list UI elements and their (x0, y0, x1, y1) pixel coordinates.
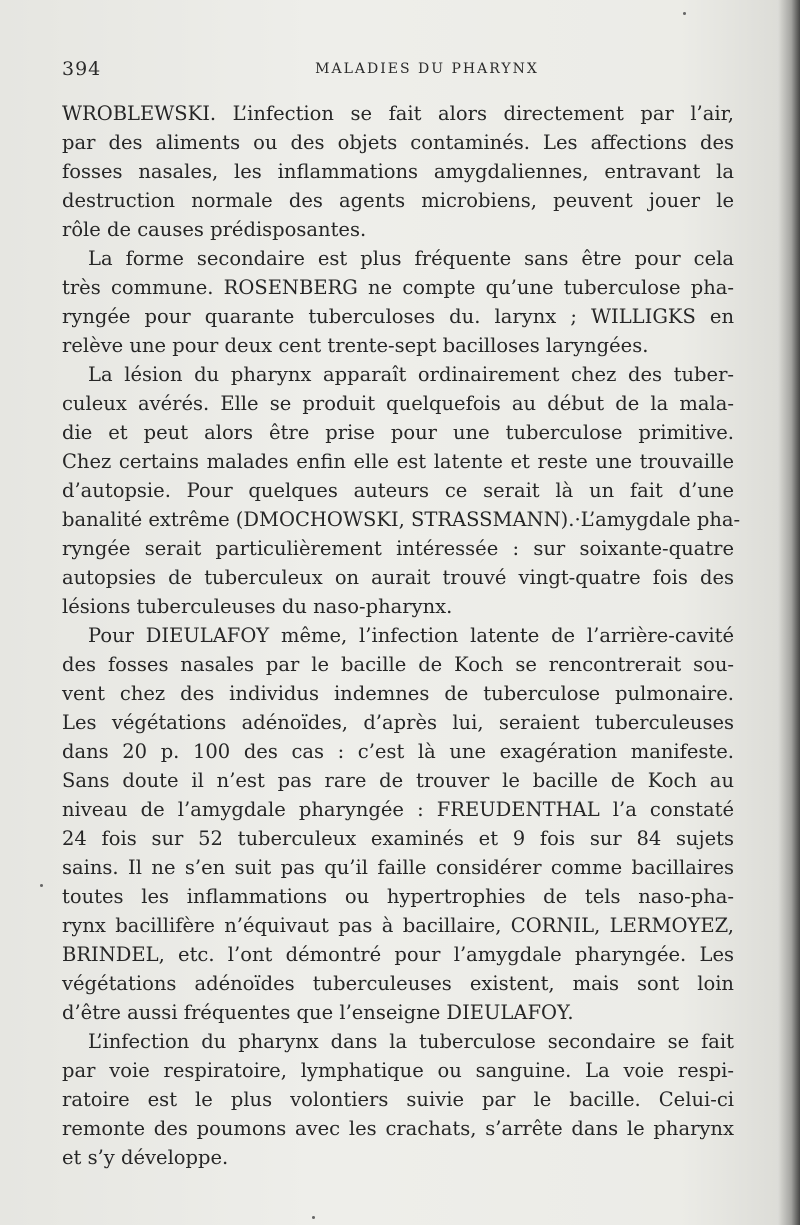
text-line: par des aliments ou des objets contaminés. Les affections des (62, 131, 734, 154)
body-text (62, 99, 741, 1172)
text-line: banalité extrême (DMOCHOWSKI, STRASSMANN).·L’amygdale pha- (62, 508, 741, 531)
print-speck (40, 884, 43, 887)
text-line: d’autopsie. Pour quelques auteurs ce serait là un fait d’une (62, 479, 734, 502)
page-number: 394 (62, 58, 102, 80)
text-line: très commune. ROSENBERG ne compte qu’une tuberculose pha- (62, 276, 734, 299)
text-line: Pour DIEULAFOY même, l’infection latente de l’arrière-cavité (88, 624, 734, 647)
text-line: niveau de l’amygdale pharyngée : FREUDENTHAL l’a constaté (62, 798, 734, 821)
text-line: rôle de causes prédisposantes. (62, 218, 367, 241)
text-line: Les végétations adénoïdes, d’après lui, seraient tuberculeuses (62, 711, 734, 734)
text-line: fosses nasales, les inflammations amygdaliennes, entravant la (62, 160, 734, 183)
print-speck (683, 12, 686, 15)
text-line: culeux avérés. Elle se produit quelquefois au début de la mala- (62, 392, 734, 415)
running-title: MALADIES DU PHARYNX (315, 61, 539, 77)
text-line: des fosses nasales par le bacille de Koch se rencontrerait sou- (62, 653, 734, 676)
page-gutter-shadow (778, 0, 800, 1225)
text-line: ryngée pour quarante tuberculoses du. larynx ; WILLIGKS en (62, 305, 734, 328)
text-line: ratoire est le plus volontiers suivie par le bacille. Celui-ci (62, 1088, 734, 1111)
text-line: BRINDEL, etc. l’ont démontré pour l’amygdale pharyngée. Les (62, 943, 734, 966)
text-line: Sans doute il n’est pas rare de trouver le bacille de Koch au (62, 769, 734, 792)
text-line: relève une pour deux cent trente-sept bacilloses laryngées. (62, 334, 649, 357)
text-line: La lésion du pharynx apparaît ordinairement chez des tuber- (88, 363, 734, 386)
text-line: rynx bacillifère n’équivaut pas à bacillaire, CORNIL, LERMOYEZ, (62, 914, 734, 937)
text-line: lésions tuberculeuses du naso-pharynx. (62, 595, 453, 618)
text-line: ryngée serait particulièrement intéressée : sur soixante-quatre (62, 537, 734, 560)
page-header (62, 58, 742, 82)
text-line: die et peut alors être prise pour une tuberculose primitive. (62, 421, 734, 444)
text-line: destruction normale des agents microbiens, peuvent jouer le (62, 189, 734, 212)
text-line: sains. Il ne s’en suit pas qu’il faille considérer comme bacillaires (62, 856, 734, 879)
text-line: d’être aussi fréquentes que l’enseigne DIEULAFOY. (62, 1001, 574, 1024)
print-speck (312, 1216, 315, 1219)
text-line: par voie respiratoire, lymphatique ou sanguine. La voie respi- (62, 1059, 734, 1082)
text-line: végétations adénoïdes tuberculeuses existent, mais sont loin (62, 972, 734, 995)
text-line: 24 fois sur 52 tuberculeux examinés et 9 fois sur 84 sujets (62, 827, 734, 850)
text-line: WROBLEWSKI. L’infection se fait alors directement par l’air, (62, 102, 734, 125)
text-line: Chez certains malades enfin elle est latente et reste une trouvaille (62, 450, 734, 473)
text-line: L’infection du pharynx dans la tuberculose secondaire se fait (88, 1030, 734, 1053)
text-line: et s’y développe. (62, 1146, 229, 1169)
text-line: dans 20 p. 100 des cas : c’est là une exagération manifeste. (62, 740, 734, 763)
text-line: autopsies de tuberculeux on aurait trouvé vingt-quatre fois des (62, 566, 734, 589)
text-line: vent chez des individus indemnes de tuberculose pulmonaire. (62, 682, 734, 705)
text-line: La forme secondaire est plus fréquente sans être pour cela (88, 247, 734, 270)
text-line: remonte des poumons avec les crachats, s’arrête dans le pharynx (62, 1117, 734, 1140)
text-line: toutes les inflammations ou hypertrophies de tels naso-pha- (62, 885, 734, 908)
